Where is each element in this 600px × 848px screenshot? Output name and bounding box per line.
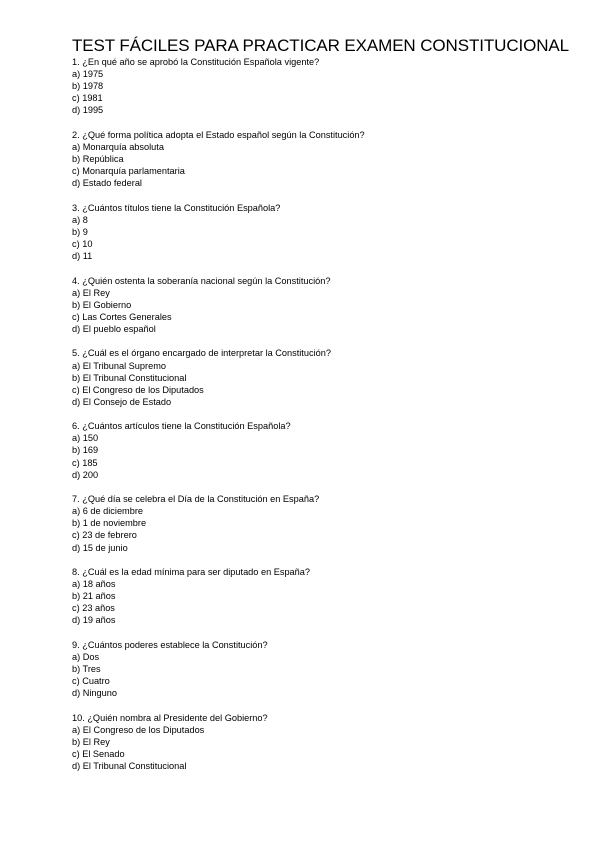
- answer-option: a) 150: [72, 433, 99, 444]
- answer-option: a) El Rey: [72, 287, 110, 298]
- answer-option: a) 8: [72, 214, 88, 225]
- question-text: 4. ¿Quién ostenta la soberanía nacional según la Constitución?: [72, 275, 331, 286]
- answer-option: c) Cuatro: [72, 676, 110, 687]
- answer-option: b) 21 años: [72, 591, 116, 602]
- question-text: 8. ¿Cuál es la edad mínima para ser diputado en España?: [72, 567, 311, 578]
- answer-option: d) 15 de junio: [72, 542, 128, 553]
- question-block: [72, 639, 572, 699]
- question-block: [72, 493, 572, 553]
- answer-option: b) El Gobierno: [72, 299, 132, 310]
- answer-option: d) El Tribunal Constitucional: [72, 761, 187, 772]
- answer-option: c) 10: [72, 239, 93, 249]
- answer-option: b) 9: [72, 226, 88, 237]
- answer-option: b) 169: [72, 445, 99, 456]
- answer-option: b) El Tribunal Constitucional: [72, 372, 187, 383]
- answer-option: d) 200: [72, 469, 99, 480]
- answer-option: d) 19 años: [72, 615, 116, 626]
- answer-option: a) El Tribunal Supremo: [72, 360, 166, 371]
- question-block: [72, 202, 572, 262]
- question-block: [72, 347, 572, 407]
- answer-option: a) Monarquía absoluta: [72, 141, 164, 152]
- question-block: [72, 275, 572, 335]
- answer-option: a) Dos: [72, 651, 100, 662]
- answer-option: c) 23 de febrero: [72, 530, 137, 541]
- answer-option: d) Estado federal: [72, 178, 142, 189]
- answer-option: c) 185: [72, 457, 98, 468]
- question-block: [72, 566, 572, 626]
- answer-option: c) Monarquía parlamentaria: [72, 166, 185, 177]
- question-text: 3. ¿Cuántos títulos tiene la Constitución Española?: [72, 202, 281, 213]
- answer-option: d) Ninguno: [72, 688, 117, 699]
- answer-option: d) 1995: [72, 105, 104, 116]
- question-block: [72, 420, 572, 480]
- answer-option: b) El Rey: [72, 736, 110, 747]
- answer-option: b) República: [72, 154, 124, 165]
- page-title: TEST FÁCILES PARA PRACTICAR EXAMEN CONSTITUCIONAL: [72, 36, 570, 55]
- question-block: [72, 129, 572, 189]
- question-list: [72, 56, 572, 772]
- answer-option: d) El pueblo español: [72, 323, 156, 334]
- question-text: 1. ¿En qué año se aprobó la Constitución Española vigente?: [72, 57, 320, 67]
- answer-option: b) 1 de noviembre: [72, 518, 147, 529]
- answer-option: c) Las Cortes Generales: [72, 311, 172, 322]
- question-text: 2. ¿Qué forma política adopta el Estado español según la Constitución?: [72, 129, 365, 140]
- answer-option: a) 6 de diciembre: [72, 506, 143, 517]
- question-block: [72, 712, 572, 772]
- answer-option: c) El Congreso de los Diputados: [72, 384, 204, 395]
- answer-option: b) 1978: [72, 81, 104, 92]
- answer-option: d) 11: [72, 251, 93, 262]
- answer-option: a) 18 años: [72, 579, 116, 590]
- answer-option: d) El Consejo de Estado: [72, 396, 172, 407]
- answer-option: a) 1975: [72, 69, 104, 80]
- question-text: 5. ¿Cuál es el órgano encargado de interpretar la Constitución?: [72, 348, 331, 359]
- answer-option: a) El Congreso de los Diputados: [72, 724, 205, 735]
- question-text: 10. ¿Quién nombra al Presidente del Gobierno?: [72, 712, 268, 723]
- answer-option: c) El Senado: [72, 749, 125, 760]
- question-text: 7. ¿Qué día se celebra el Día de la Constitución en España?: [72, 494, 320, 505]
- answer-option: b) Tres: [72, 664, 101, 675]
- question-text: 9. ¿Cuántos poderes establece la Constitución?: [72, 639, 268, 650]
- answer-option: c) 1981: [72, 93, 103, 104]
- document-page: [72, 36, 572, 772]
- question-text: 6. ¿Cuántos artículos tiene la Constitución Española?: [72, 421, 291, 432]
- question-block: [72, 56, 572, 116]
- answer-option: c) 23 años: [72, 603, 115, 614]
